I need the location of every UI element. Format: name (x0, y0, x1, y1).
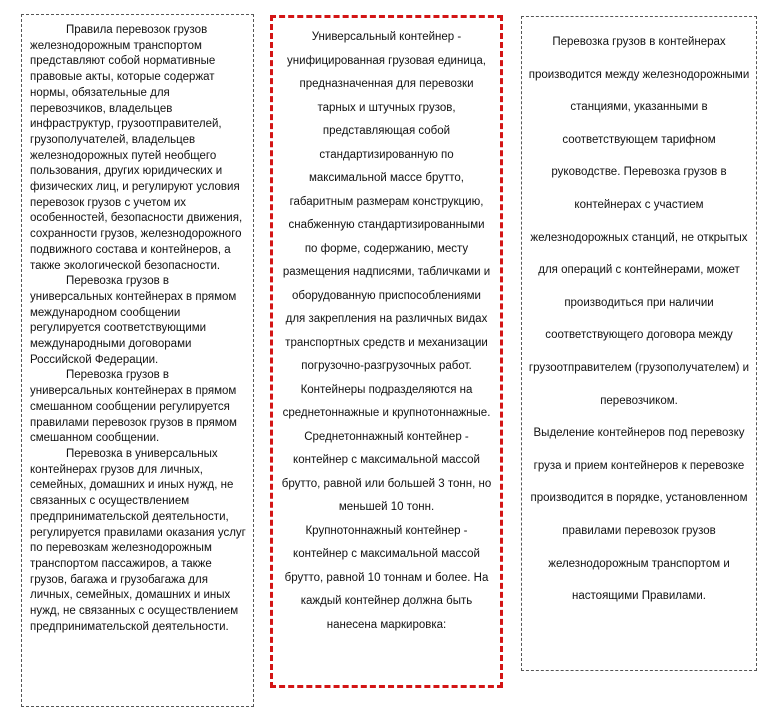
left-paragraph-2-text: Перевозка грузов в универсальных контейнерах в прямом международном сообщении регулируется соответствующими международными договорами Российской Федерации. (30, 275, 237, 366)
left-paragraph-1 (30, 23, 247, 274)
middle-paragraph-3: Среднетоннажный контейнер - контейнер с максимальной массой брутто, равной или большей 3 тонн, но меньшей 10 тонн. (281, 430, 492, 513)
left-text-column (21, 14, 254, 707)
middle-paragraph-2: Контейнеры подразделяются на среднетоннажные и крупнотоннажные. (282, 383, 491, 419)
right-text-column (521, 16, 757, 671)
left-paragraph-2 (30, 274, 247, 368)
right-paragraph-2: Выделение контейнеров под перевозку груза и прием контейнеров к перевозке производится в порядке, установленном правилами перевозок грузов железнодорожным транспортом и настоящими Правилами. (530, 427, 748, 603)
middle-text-column (270, 15, 503, 688)
left-paragraph-4-text: Перевозка в универсальных контейнерах грузов для личных, семейных, домашних и иных нужд, не связанных с осуществлением предпринимательской деятельности, регулируется правилами оказания услуг по перевозкам железнодорожным транспортом пассажиров, а также грузов, багажа и грузобагажа для личных, семейных, домашних и иных нужд, не связанных с осуществлением предпринимательской деятельности. (30, 447, 246, 633)
right-paragraph-1: Перевозка грузов в контейнерах производится между железнодорожными станциями, указанными в соответствующем тарифном руководстве. Перевозка грузов в контейнерах с участием железнодорожных станций, не открытых для операций с контейнерами, может производиться при наличии соответствующего договора между грузоотправителем (грузополучателем) и перевозчиком. (528, 36, 750, 407)
middle-paragraph-1: Универсальный контейнер - унифицированная грузовая единица, предназначенная для перевозки тарных и штучных грузов, представляющая собой стандартизированную по максимальной массе брутто, габаритным размерам конструкцию, снабженную стандартизированными по форме, содержанию, месту размещения надписями, табличками и оборудованную приспособлениями для закрепления на различных видах транспортных средств и механизации погрузочно-разгрузочных работ. (282, 31, 491, 372)
left-paragraph-3-text: Перевозка грузов в универсальных контейнерах в прямом смешанном сообщении регулируется правилами перевозок грузов в прямом смешанном сообщении. (30, 369, 237, 445)
left-paragraph-3 (30, 368, 247, 447)
left-paragraph-4 (30, 447, 247, 635)
middle-paragraph-4: Крупнотоннажный контейнер - контейнер с максимальной массой брутто, равной 10 тоннам и более. На каждый контейнер должна быть нанесена маркировка: (284, 524, 489, 631)
left-paragraph-1-text: Правила перевозок грузов железнодорожным транспортом представляют собой нормативные правовые акты, которые содержат нормы, обязательные для перевозчиков, владельцев инфраструктур, грузоотправителей, грузополучателей, владельцев железнодорожных путей необщего пользования, других юридических и физических лиц, и регулируют условия перевозок грузов с учетом их особенностей, безопасности движения, сохранности грузов, железнодорожного подвижного состава и контейнеров, а также экологической безопасности. (30, 24, 243, 272)
